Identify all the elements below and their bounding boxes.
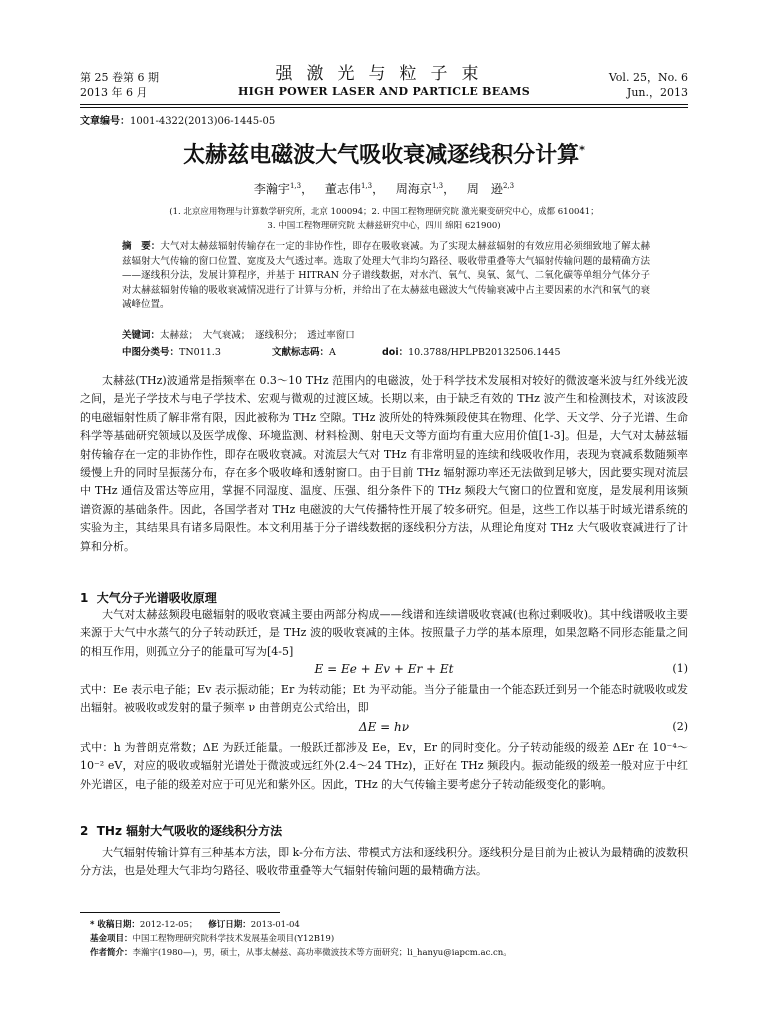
- classification-line: [122, 344, 650, 358]
- footnote-dates: [90, 918, 688, 932]
- article-number: [80, 112, 275, 127]
- author-affil-sup: 1,3: [431, 182, 444, 190]
- equation-2-number: (2): [672, 720, 688, 733]
- equation-1-number: (1): [672, 662, 688, 675]
- author-bio-text: 李瀚宇(1980—)，男，硕士，从事太赫兹、高功率微波技术等方面研究；li_hanyu@iapcm.ac.cn。: [132, 948, 512, 958]
- header-rule: [80, 104, 688, 105]
- abstract: [122, 240, 650, 313]
- author-affil-sup: 1,3: [360, 182, 373, 190]
- author-affil-sup: 1,3: [289, 182, 302, 190]
- keywords-text: 太赫兹； 大气衰减； 逐线积分； 透过率窗口: [160, 330, 355, 341]
- received-label: * 收稿日期：: [90, 920, 140, 930]
- equation-2-body: ΔE = hν: [358, 720, 410, 734]
- revised-date: 2013-01-04: [250, 920, 300, 930]
- doc-code-block: [272, 344, 382, 358]
- doi-block: [382, 344, 561, 358]
- section2-paragraph: 大气辐射传输计算有三种基本方法，即 k-分布方法、带模式方法和逐线积分。逐线积分是目前为止被认为最精确的波数积分方法，也是处理大气非均匀路径、吸收带重叠等大气辐射传输问题的最精确方法。: [80, 846, 688, 878]
- equation-1-body: E = Ee + Ev + Er + Et: [314, 662, 454, 676]
- author: 董志伟$^{1,3}$，: [324, 182, 385, 196]
- volume-issue-en: Vol. 25，No. 6: [608, 71, 688, 84]
- header-issue-en: [609, 70, 688, 100]
- section-heading-1: [80, 589, 217, 606]
- section-number: 1: [80, 591, 89, 605]
- clc-block: [122, 344, 272, 358]
- doc-code-value: A: [329, 347, 336, 358]
- doc-code-label: 文献标志码：: [272, 347, 330, 358]
- affiliations: [110, 205, 658, 233]
- section1-paragraph: 式中：Ee 表示电子能；Ev 表示振动能；Er 为转动能；Et 为平动能。当分子能量由一个能态跃迁到另一个能态时就吸收或发出辐射。被吸收或发射的量子频率 ν 由普朗克公式给出，即: [80, 683, 688, 715]
- keywords: [122, 327, 650, 341]
- header-issue-cn: [80, 70, 159, 100]
- journal-name: [200, 64, 568, 100]
- article-number-label: 文章编号：: [80, 116, 130, 127]
- revised-label: 修订日期：: [208, 920, 251, 930]
- author: 周海京$^{1,3}$，: [395, 182, 456, 196]
- journal-name-cn: 强激光与粒子束: [275, 64, 493, 84]
- date-cn: 2013 年 6 月: [80, 86, 148, 99]
- author: 李瀚宇$^{1,3}$，: [253, 182, 314, 196]
- abstract-text: 大气对太赫兹辐射传输存在一定的非协作性，即存在吸收衰减。为了实现太赫兹辐射的有效应用必须细致地了解太赫兹辐射大气传输的窗口位置、宽度及大气透过率。选取了处理大气非均匀路径、吸收带重叠等大气辐射传输问题的最精确方法——逐线积分法，发展计算程序，并基于 HITRAN 分子谱线数据，对水汽、氧气、臭氧、氮气、二氧化碳等单组分气体分子对太赫兹辐射传输的吸收衰减情况进行了计算与分析，并给出了在太赫兹电磁波大气传输衰减中占主要因素的水汽和氧气的衰减峰位置。: [122, 241, 650, 310]
- title-footnote-mark: *: [579, 143, 585, 157]
- footnotes: [90, 918, 688, 960]
- paper-title: [80, 138, 688, 169]
- author-bio-label: 作者简介：: [90, 948, 133, 958]
- header-rule-thin: [80, 107, 688, 108]
- author-name: 周海京: [395, 182, 432, 196]
- author-name: 董志伟: [324, 182, 361, 196]
- doi-link[interactable]: 10.3788/HPLPB20132506.1445: [408, 347, 561, 358]
- section-heading-2: [80, 822, 282, 839]
- author-affil-sup: 2,3: [502, 182, 515, 190]
- article-number-value: 1001-4322(2013)06-1445-05: [130, 116, 276, 127]
- journal-name-en: HIGH POWER LASER AND PARTICLE BEAMS: [237, 85, 531, 98]
- footnote-author: [90, 946, 688, 960]
- volume-issue-cn: 第 25 卷第 6 期: [80, 71, 159, 84]
- clc-value: TN011.3: [179, 347, 221, 358]
- received-date: 2012-12-05；: [139, 920, 198, 930]
- date-en: Jun.，2013: [626, 86, 688, 99]
- fund-label: 基金项目：: [90, 934, 133, 944]
- section1-paragraph: 大气对太赫兹频段电磁辐射的吸收衰减主要由两部分构成——线谱和连续谱吸收衰减(也称过剩吸收)。其中线谱吸收主要来源于大气中水蒸气的分子转动跃迁，是 THz 波的吸收衰减的主体。按照量子力学的基本原理，如果忽略不同形态能量之间的相互作用，则孤立分子的能量可写为[4-5]: [80, 608, 688, 658]
- section-title: 大气分子光谱吸收原理: [96, 591, 217, 605]
- clc-label: 中图分类号：: [122, 347, 180, 358]
- doi-label: doi：: [382, 347, 409, 358]
- section-title: THz 辐射大气吸收的逐线积分方法: [96, 824, 283, 838]
- section-number: 2: [80, 824, 89, 838]
- author-name: 李瀚宇: [253, 182, 290, 196]
- keywords-label: 关键词：: [122, 330, 161, 341]
- affiliation-line: 3. 中国工程物理研究院 太赫兹研究中心，四川 绵阳 621900): [267, 221, 501, 231]
- affiliation-line: (1. 北京应用物理与计算数学研究所，北京 100094；2. 中国工程物理研究院 激光聚变研究中心，成都 610041；: [169, 207, 599, 217]
- intro-paragraph: 太赫兹(THz)波通常是指频率在 0.3～10 THz 范围内的电磁波，处于科学技术发展相对较好的微波毫米波与红外线光波之间，是光子学技术与电子学技术、宏观与微观的过渡区域。长期以来，由于缺乏有效的 THz 波产生和检测技术，对该波段的电磁辐射性质了解非常有限，因此被称为 THz 空隙。THz 波所处的特殊频段使其在物理、化学、天文学、分子光谱、生命科学等基础研究领域以及医学成像、环境监测、材料检测、射电天文等方面均有重大应用价值[1-3]。但是，大气对太赫兹辐射传输存在一定的非协作性，即存在吸收衰减。对流层大气对 THz 有非常明显的连续和线吸收作用，表现为衰减系数随频率缓慢上升的同时呈振荡分布，存在多个吸收峰和透射窗口。由于目前 THz 辐射源功率还无法做到足够大，因此要实现对流层中 THz 通信及雷达等应用，掌握不同湿度、温度、压强、组分条件下的 THz 频段大气窗口的位置和宽度，是发展利用该频谱资源的基础条件。因此，各国学者对 THz 电磁波的大气传播特性开展了较多研究。但是，这些工作以基于时域光谱系统的实验为主，其结果具有诸多局限性。本文利用基于分子谱线数据的逐线积分方法，从理论角度对 THz 大气吸收衰减进行了计算和分析。: [80, 374, 688, 553]
- author-list: [80, 180, 688, 197]
- author-name: 周 逊: [466, 182, 503, 196]
- section1-paragraph: 式中：h 为普朗克常数；ΔE 为跃迁能量。一般跃迁都涉及 Ee，Ev，Er 的同时变化。分子转动能级的级差 ΔEr 在 10⁻⁴～10⁻² eV，对应的吸收或辐射光谱处于微波或远红外(2.4～24 THz)，正好在 THz 频段内。振动能级的级差一般对应于中红外光谱区，电子能的级差对应于可见光和紫外区。因此，THz 的大气传输主要考虑分子转动能级变化的影响。: [80, 741, 688, 791]
- abstract-label: 摘 要：: [122, 241, 161, 252]
- footnote-rule: [80, 912, 280, 913]
- fund-text: 中国工程物理研究院科学技术发展基金项目(Y12B19): [132, 934, 335, 944]
- footnote-fund: [90, 932, 688, 946]
- paper-title-text: 太赫兹电磁波大气吸收衰减逐线积分计算: [183, 143, 580, 168]
- author: [467, 182, 514, 196]
